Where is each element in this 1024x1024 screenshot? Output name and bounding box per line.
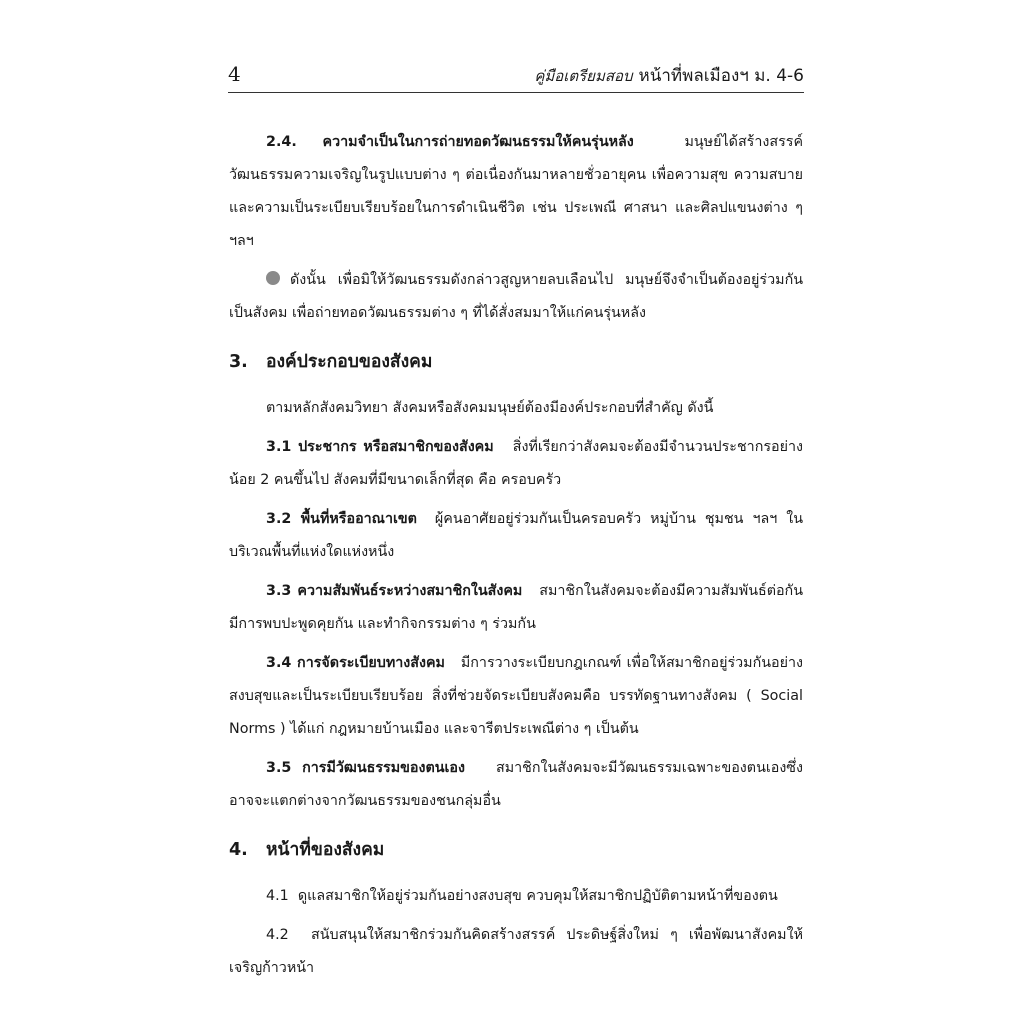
paragraph-bullet — [229, 264, 803, 330]
bullet-text: ดังนั้น เพื่อมิให้วัฒนธรรมดังกล่าวสูญหายลบเลือนไป มนุษย์จึงจำเป็นต้องอยู่ร่วมกันเป็นสังคม เพื่อถ่ายทอดวัฒนธรรมต่าง ๆ ที่ได้สั่งสมมาให้แก่คนรุ่นหลัง — [229, 272, 803, 321]
item-4-2-number: 4.2 — [266, 927, 289, 943]
item-3-5-text: สมาชิกในสังคมจะมีวัฒนธรรมเฉพาะของตนเองซึ่งอาจจะแตกต่างจากวัฒนธรรมของชนกลุ่มอื่น — [229, 760, 803, 809]
item-3-1 — [229, 431, 803, 497]
item-4-2-text: สนับสนุนให้สมาชิกร่วมกันคิดสร้างสรรค์ ประดิษฐ์สิ่งใหม่ ๆ เพื่อพัฒนาสังคมให้เจริญก้าวหน้า — [229, 927, 804, 976]
section-4-number: 4. — [229, 840, 248, 860]
page-body — [229, 126, 803, 985]
book-title: คู่มือเตรียมสอบ — [534, 67, 633, 85]
running-head — [534, 62, 804, 89]
page-header — [228, 62, 804, 90]
paragraph-2-4 — [229, 126, 803, 258]
chapter-title: หน้าที่พลเมืองฯ ม. 4-6 — [638, 66, 804, 86]
item-3-2 — [229, 503, 803, 569]
section-3-heading — [229, 344, 803, 380]
item-3-3-title: 3.3 ความสัมพันธ์ระหว่างสมาชิกในสังคม — [266, 583, 523, 599]
section-3-number: 3. — [229, 352, 248, 372]
page-number: 4 — [228, 62, 241, 86]
item-4-2 — [229, 919, 803, 985]
item-4-1 — [229, 880, 803, 913]
item-3-1-text: สิ่งที่เรียกว่าสังคมจะต้องมีจำนวนประชากรอย่างน้อย 2 คนขึ้นไป สังคมที่มีขนาดเล็กที่สุด คือ ครอบครัว — [229, 439, 804, 488]
text-2-4: มนุษย์ได้สร้างสรรค์วัฒนธรรมความเจริญในรูปแบบต่าง ๆ ต่อเนื่องกันมาหลายชั่วอายุคน เพื่อความสุข ความสบาย และความเป็นระเบียบเรียบร้อยในการดำเนินชีวิต เช่น ประเพณี ศาสนา และศิลปแขนงต่าง ๆ ฯลฯ — [229, 134, 804, 249]
item-3-2-title: 3.2 พื้นที่หรืออาณาเขต — [266, 511, 417, 527]
item-3-4 — [229, 647, 803, 746]
heading-2-4: 2.4. ความจำเป็นในการถ่ายทอดวัฒนธรรมให้คนรุ่นหลัง — [266, 134, 634, 150]
item-3-5 — [229, 752, 803, 818]
section-4-heading — [229, 832, 803, 868]
section-3-intro: ตามหลักสังคมวิทยา สังคมหรือสังคมมนุษย์ต้องมีองค์ประกอบที่สำคัญ ดังนี้ — [266, 400, 714, 416]
bullet-icon — [266, 271, 280, 285]
item-3-1-title: 3.1 ประชากร หรือสมาชิกของสังคม — [266, 439, 494, 455]
section-3-title: องค์ประกอบของสังคม — [266, 352, 433, 372]
item-4-1-text: ดูแลสมาชิกให้อยู่ร่วมกันอย่างสงบสุข ควบคุมให้สมาชิกปฏิบัติตามหน้าที่ของตน — [297, 888, 778, 904]
item-3-3-text: สมาชิกในสังคมจะต้องมีความสัมพันธ์ต่อกัน มีการพบปะพูดคุยกัน และทำกิจกรรมต่าง ๆ ร่วมกัน — [229, 583, 803, 632]
item-4-1-number: 4.1 — [266, 888, 289, 904]
section-4-title: หน้าที่ของสังคม — [266, 840, 385, 860]
item-3-3 — [229, 575, 803, 641]
item-3-4-title: 3.4 การจัดระเบียบทางสังคม — [266, 655, 445, 671]
item-3-2-text: ผู้คนอาศัยอยู่ร่วมกันเป็นครอบครัว หมู่บ้าน ชุมชน ฯลฯ ในบริเวณพื้นที่แห่งใดแห่งหนึ่ง — [229, 511, 804, 560]
header-divider — [228, 92, 804, 93]
item-3-4-text: มีการวางระเบียบกฎเกณฑ์ เพื่อให้สมาชิกอยู่ร่วมกันอย่างสงบสุขและเป็นระเบียบเรียบร้อย สิ่งที่ช่วยจัดระเบียบสังคมคือ บรรทัดฐานทางสังคม ( Social Norms ) ได้แก่ กฎหมายบ้านเมือง และจารีตประเพณีต่าง ๆ เป็นต้น — [229, 655, 803, 737]
item-3-5-title: 3.5 การมีวัฒนธรรมของตนเอง — [266, 760, 465, 776]
